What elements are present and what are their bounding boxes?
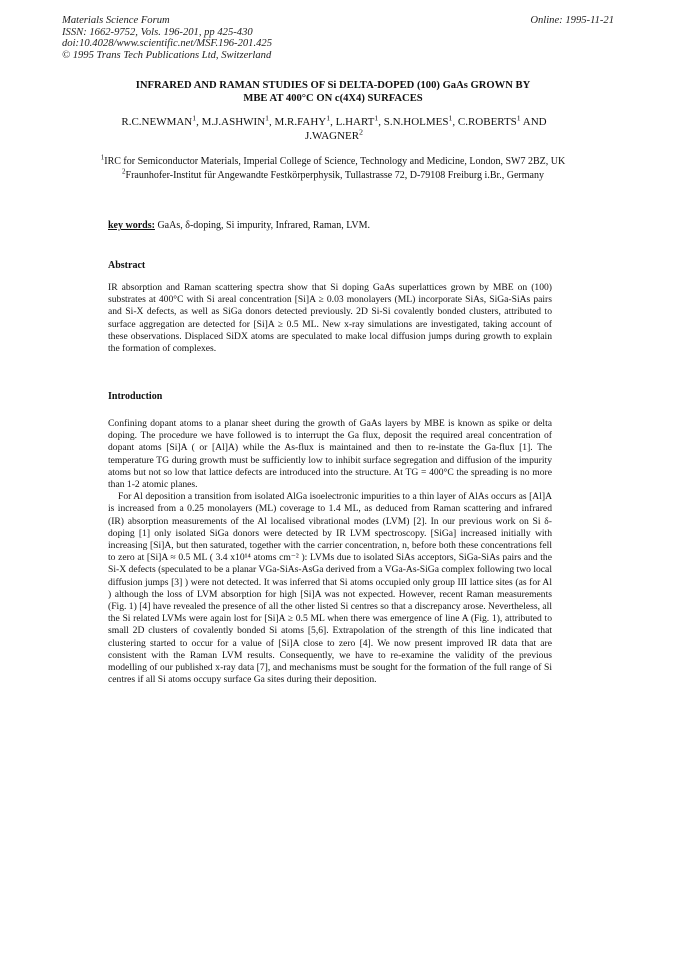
author: J.WAGNER (305, 129, 360, 142)
introduction-text (108, 418, 552, 686)
affiliations (100, 155, 566, 183)
author-affiliation-mark: 2 (359, 126, 363, 136)
author: L.HART (335, 116, 375, 128)
affiliation-1: $^1$IRC for Semiconductor Materials, Imperial College of Science, Technology and Medicine, London, SW7 2BZ, UK (100, 153, 566, 167)
journal-header (62, 15, 272, 61)
author: M.R.FAHY (274, 116, 327, 128)
copyright-line: © 1995 Trans Tech Publications Ltd, Switzerland (62, 49, 272, 61)
title-line-2: MBE AT 400°C ON c(4X4) SURFACES (243, 92, 423, 104)
online-date: Online: 1995-11-21 (530, 15, 614, 26)
author-affiliation-mark: 1 (326, 113, 331, 123)
title-line-1: INFRARED AND RAMAN STUDIES OF Si DELTA-DOPED (100) GaAs GROWN BY (135, 80, 531, 91)
paper-title (108, 80, 558, 105)
issn-line: ISSN: 1662-9752, Vols. 196-201, pp 425-430 (62, 26, 253, 38)
author-affiliation-mark: 1 (516, 113, 521, 123)
journal-name: Materials Science Forum (62, 15, 170, 26)
abstract-text: IR absorption and Raman scattering spectra show that Si doping GaAs superlattices grown by MBE on (100) substrates at 400°C with Si areal concentration [Si]A ≥ 0.03 monolayers (ML) incorporate SiAs, SiGa-SiAs pairs and Si-X defects, as well as SiGa donors detected previously. 2D Si-Si covalently bonded clusters, attributed to surface aggregation are detected for [Si]A ≥ 0.5 ML. New x-ray simulations are investigated, taking account of these observations. Displaced SiDX atoms are speculated to make local diffusion jumps during growth to explain the formation of complexes. (108, 282, 552, 355)
doi-line: doi:10.4028/www.scientific.net/MSF.196-201.425 (62, 38, 272, 50)
intro-paragraph-1: Confining dopant atoms to a planar sheet during the growth of GaAs layers by MBE is known as spike or delta doping. The procedure we have followed is to interrupt the Ga flux, deposit the required areal concentration of dopant atoms [Si]A ( or [Al]A) while the As-flux is maintained and then to re-instate the Ga-flux [1]. The temperature TG during growth must be sufficiently low to inhibit surface segregation and diffusion of the impurity atoms but not so low that lattice defects are introduced into the structure. At TG = 400°C the spreading is no more than 1-2 atomic planes. (108, 418, 552, 491)
author: C.ROBERTS (457, 116, 517, 128)
author-affiliation-mark: 1 (192, 113, 197, 123)
author: S.N.HOLMES (383, 116, 449, 128)
author: R.C.NEWMAN (121, 116, 193, 128)
author: M.J.ASHWIN (201, 116, 266, 128)
keywords (108, 220, 370, 231)
intro-paragraph-2: For Al deposition a transition from isolated AlGa isoelectronic impurities to a thin layer of AlAs occurs as [Al]A is increased from a 0.25 monolayers (ML) coverage to 1.4 ML, as deduced from Raman scattering and infrared (IR) absorption measurements of the Al localised vibrational modes (LVM) [2]. In our previous work on Si δ-doping [1] only isolated SiGa donors were detected by IR LVM spectroscopy. [SiGa] increased initially with increasing [Si]A, but then saturated, together with the carrier concentration, n, before both these concentrations fell to zero at [Si]A ≈ 0.5 ML ( 3.4 x10¹⁴ atoms cm⁻² ): LVMs due to isolated SiAs acceptors, SiGa-SiAs pairs and the Si-X defects (speculated to be a planar VGa-SiAs-AsGa derived from a VGa-As-SiGa complex following two local diffusion jumps [3] ) were not detected. It was inferred that Si atoms occupied only group III lattice sites (as for Al ) although the loss of LVM absorption for high [Si]A was not expected. However, recent Raman measurements (Fig. 1) [4] have revealed the presence of all the other listed Si centres so that a discrepancy arose. Nevertheless, all the Si related LVMs were again lost for [Si]A ≥ 0.5 ML when there was emergence of line A (Fig. 1), attributed to small 2D clusters of covalently bonded Si atoms [5,6]. Extrapolation of the strength of this line indicated that clustering started to occur for a value of [Si]A close to zero [4]. We now present improved IR data that are consistent with the Raman LVM results. Consequently, we have to re-examine the validity of the previous modelling of our published x-ray data [7], and mechanisms must be sought for the formation of the full range of Si centres if all Si atoms occupy surface Ga sites during their deposition. (108, 491, 552, 686)
abstract-heading: Abstract (108, 260, 146, 271)
keywords-text: GaAs, δ-doping, Si impurity, Infrared, Raman, LVM. (154, 220, 371, 231)
author-affiliation-mark: 1 (374, 113, 379, 123)
author-affiliation-mark: 1 (448, 113, 453, 123)
introduction-heading: Introduction (108, 391, 163, 402)
affiliation-2: $^2$Fraunhofer-Institut für Angewandte Festkörperphysik, Tullastrasse 72, D-79108 Freiburg i.Br., Germany (122, 167, 544, 182)
author-list: R.C.NEWMAN$^1$, M.J.ASHWIN$^1$, M.R.FAHY$^1$, L.HART$^1$, S.N.HOLMES$^1$, C.ROBERTS$^1$ AND J.WAGNER$^2$ (121, 113, 547, 142)
author-affiliation-mark: 1 (265, 113, 269, 123)
keywords-label: key words: (108, 220, 155, 231)
